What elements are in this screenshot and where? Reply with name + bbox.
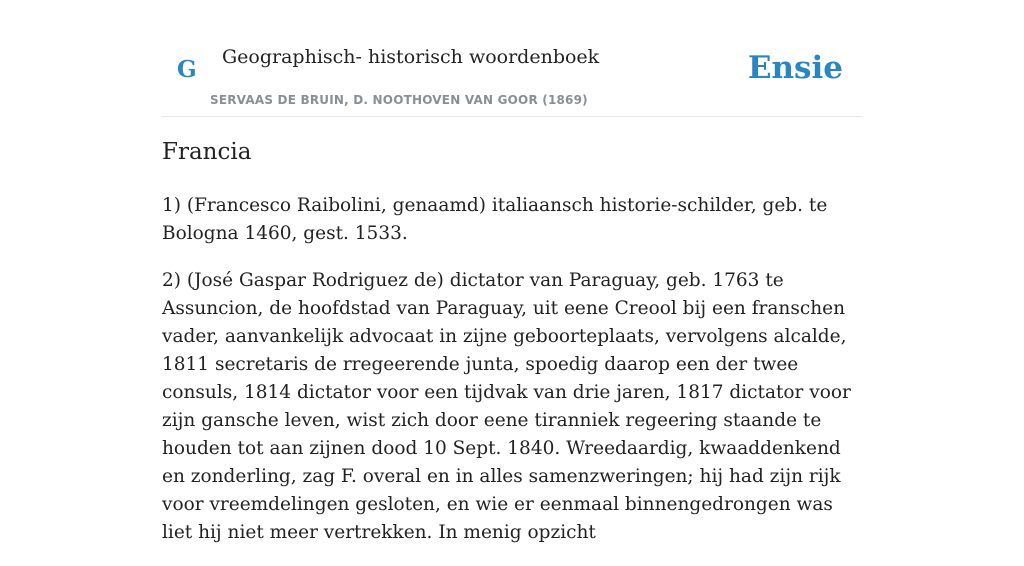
book-author: SERVAAS DE BRUIN, D. NOOTHOVEN VAN GOOR (1869) [210,93,588,107]
entry-paragraph-1: 1) (Francesco Raibolini, genaamd) italiaansch historie-schilder, geb. te Bologna 1460, gest. 1533. [162,195,828,244]
book-logo-letter[interactable]: G [177,56,197,83]
book-title[interactable]: Geographisch- historisch woordenboek [222,46,600,68]
book-header [162,36,862,117]
ensie-logo-link[interactable]: Ensie [747,50,843,86]
entry-paragraph-2: 2) (José Gaspar Rodriguez de) dictator van Paraguay, geb. 1763 te Assuncion, de hoofdstad van Paraguay, uit eene Creool bij een franschen vader, aanvankelijk advocaat in zijne geboorteplaats, vervolgens alcalde, 1811 secretaris de rregeerende junta, spoedig daarop een der twee consuls, 1814 dictator voor een tijdvak van drie jaren, 1817 dictator voor zijn gansche leven, wist zich door eene tiranniek regeering staande te houden tot aan zijnen dood 10 Sept. 1840. Wreedaardig, kwaaddenkend en zonderling, zag F. overal en in alles samenzweringen; hij had zijn rijk voor vreemdelingen gesloten, en wie er eenmaal binnengedrongen was liet hij niet meer vertrekken. In menig opzicht [162,270,851,543]
entry-body [162,192,862,566]
entry-title: Francia [162,139,252,165]
